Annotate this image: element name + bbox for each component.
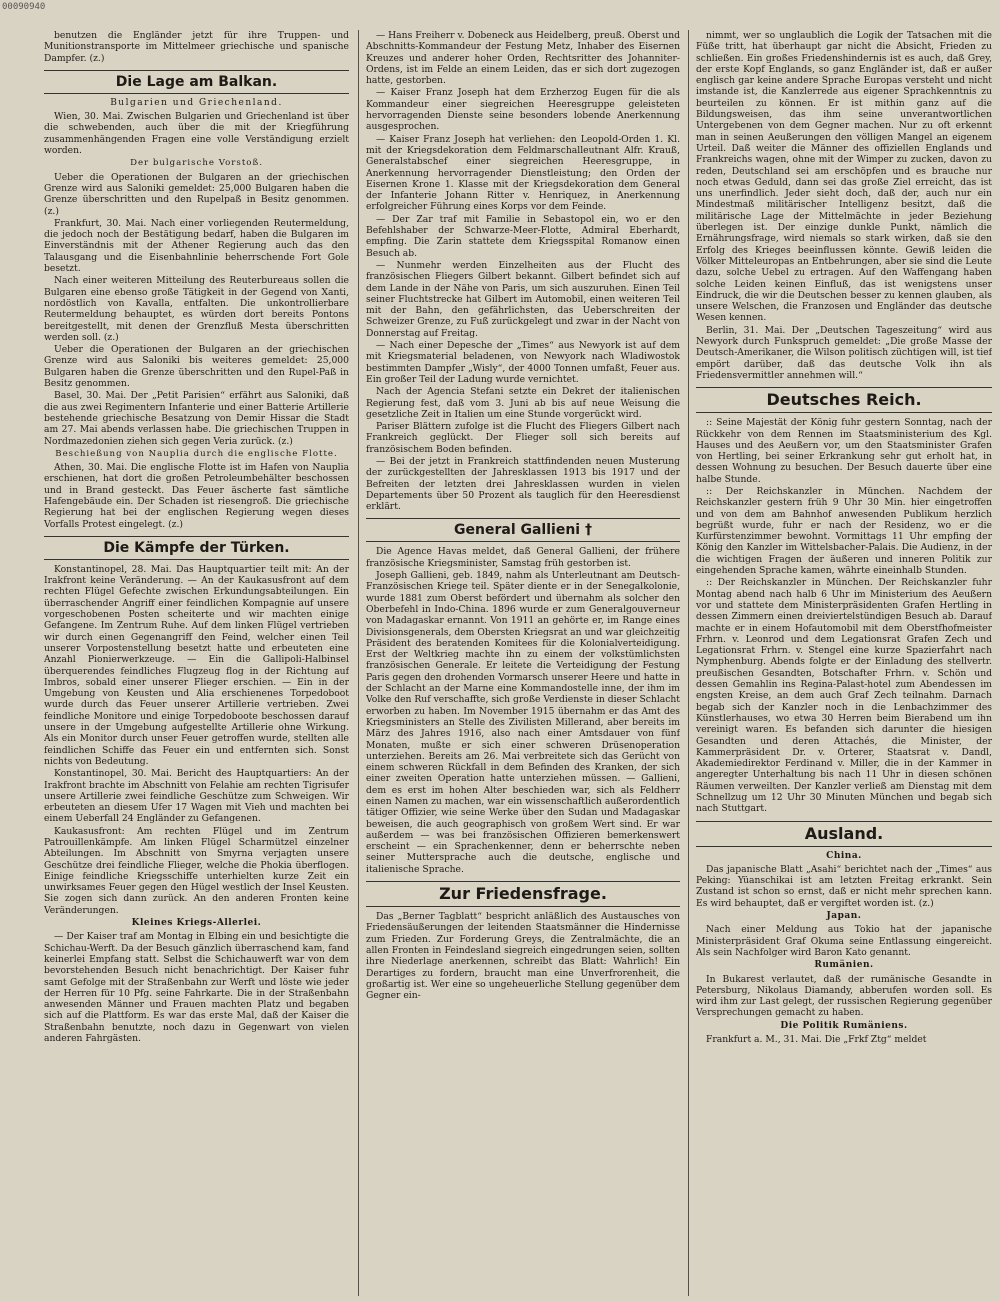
paragraph: Basel, 30. Mai. Der „Petit Parisien“ erfährt aus Saloniki, daß die aus zwei Regimentern Infanterie und einer Batterie Artillerie bestehende griechische Besatzung von Demir Hissar die Stadt am 27. Mai abends verlassen habe. Die griechischen Truppen in Nordmazedonien ziehen sich gegen Veria zurück. (z.)	[44, 390, 349, 447]
section-heading-tuerken: Die Kämpfe der Türken.	[44, 536, 349, 560]
paragraph: — Der Kaiser traf am Montag in Elbing ein und besichtigte die Schichau-Werft. Da der Besuch gänzlich überraschend kam, fand keinerlei Empfang statt. Selbst die Schichauwerft war von dem bevorstehenden Besuch nicht benachrichtigt. Der Kaiser fuhr samt Gefolge mit der Straßenbahn zur Werft und löste wie jeder der Herren für 10 Pfg. seine Fahrkarte. Die in der Straßenbahn anwesenden Männer und Frauen machten Platz und begaben sich auf die Plattform. Es war das erste Mal, daß der Kaiser die Straßenbahn benutzte, noch dazu in Gegenwart von vielen anderen Fahrgästen.	[44, 931, 349, 1045]
paragraph: Konstantinopel, 30. Mai. Bericht des Hauptquartiers: An der Irakfront brachte im Abschnitt von Felahie am rechten Tigrisufer unsere Artillerie zwei feindliche Geschütze zum Schweigen. Wir erbeuteten an diesem Ufer 17 Wagen mit Vieh und machten bei einem Ueberfall 24 Engländer zu Gefangenen.	[44, 768, 349, 825]
subheading: Bulgarien und Griechenland.	[110, 97, 283, 108]
subheading: Der bulgarische Vorstoß.	[130, 158, 263, 169]
page-identifier: 00090940	[2, 2, 46, 12]
paragraph: — Nunmehr werden Einzelheiten aus der Flucht des französischen Fliegers Gilbert bekannt. Gilbert befindet sich auf dem Lande in der Nähe von Paris, um sich auszuruhen. Einen Teil seiner Fluchtstrecke hat Gilbert im Automobil, einen weiteren Teil mit der Bahn, den gefährlichsten, das Ueberschreiten der Schweizer Grenze, zu Fuß zurückgelegt und zwar in der Nacht von Donnerstag auf Freitag.	[366, 259, 680, 339]
paragraph: Nach einer weiteren Mitteilung des Reuterbureaus sollen die Bulgaren eine ebenso große Tätigkeit in der Gegend von Xanti, nordöstlich von Kavalla, entfalten. Die unkontrollierbare Reutermeldung behauptet, es würden dort bereits Pontons bereitgestellt, mit denen der Grenzfluß Mesta überschritten werden soll. (z.)	[44, 275, 349, 343]
section-heading-balkan: Die Lage am Balkan.	[44, 70, 349, 94]
paragraph: Das „Berner Tagblatt“ bespricht anläßlich des Austausches von Friedensäußerungen der leitenden Staatsmänner die Hindernisse zum Frieden. Zur Forderung Greys, die Zentralmächte, die an allen Fronten in Feindesland siegreich eingedrungen seien, sollten ihre Niederlage anerkennen, schreibt das Blatt: Wahrlich! Ein Derartiges zu fordern, braucht man eine Unverfrorenheit, die großartig ist. Wer eine so ungeheuerliche Stellung gegenüber dem Gegner ein-	[366, 911, 680, 1002]
subheading: Japan.	[826, 911, 862, 922]
paragraph: :: Seine Majestät der König fuhr gestern Sonntag, nach der Rückkehr von dem Rennen im Staatsministerium des Kgl. Hauses und des Aeußern vor, um den Staatsminister Grafen von Hertling, bei seiner Erkrankung sehr gut erholt hat, in dessen Wohnung zu besuchen. Der Besuch dauerte über eine halbe Stunde.	[696, 417, 992, 485]
paragraph: Ueber die Operationen der Bulgaren an der griechischen Grenze wird aus Saloniki gemeldet: 25,000 Bulgaren haben die Grenze überschritten und den Rupelpaß in Besitz genommen. (z.)	[44, 171, 349, 217]
paragraph: Das japanische Blatt „Asahi“ berichtet nach der „Times“ aus Peking: Yüanschikai ist am letzten Freitag erkrankt. Sein Zustand ist schon so ernst, daß er nicht mehr sprechen kann. Es wird behauptet, daß er vergiftet worden ist. (z.)	[696, 863, 992, 909]
paragraph: Die Agence Havas meldet, daß General Gallieni, der frühere französische Kriegsminister, Samstag früh gestorben ist.	[366, 546, 680, 569]
section-heading-reich: Deutsches Reich.	[696, 387, 992, 413]
paragraph: In Bukarest verlautet, daß der rumänische Gesandte in Petersburg, Nikolaus Diamandy, abberufen worden soll. Es wird ihm zur Last gelegt, der russischen Regierung gegenüber Versprechungen gemacht zu haben.	[696, 973, 992, 1019]
subheading: Rumänien.	[814, 960, 874, 971]
paragraph: Kaukasusfront: Am rechten Flügel und im Zentrum Patrouillenkämpfe. Am linken Flügel Scharmützel einzelner Abteilungen. Im Abschnitt von Smyrna verjagten unsere Geschütze drei feindliche Flieger, welche die Phokia überflogen. Einige feindliche Kriegsschiffe unterhielten kurze Zeit ein unwirksames Feuer gegen den Hügel westlich der Insel Keusten. Sie zogen sich dann zurück. An den anderen Fronten keine Veränderungen.	[44, 825, 349, 916]
paragraph: Frankfurt a. M., 31. Mai. Die „Frkf Ztg“ meldet	[706, 1034, 927, 1046]
subheading: Kleines Kriegs-Allerlei.	[131, 918, 262, 929]
paragraph: Nach einer Meldung aus Tokio hat der japanische Ministerpräsident Graf Okuma seine Entlassung eingereicht. Als sein Nachfolger wird Baron Kato genannt.	[696, 924, 992, 958]
section-heading-friedensfrage: Zur Friedensfrage.	[366, 881, 680, 907]
paragraph: — Bei der jetzt in Frankreich stattfindenden neuen Musterung der zurückgestellten der Jahresklassen 1913 bis 1917 und der Befreiten der letzten drei Jahresklassen wurden in vielen Departements über 50 Prozent als tauglich für den Heeresdienst erklärt.	[366, 455, 680, 513]
paragraph: — Kaiser Franz Joseph hat verliehen: den Leopold-Orden 1. Kl. mit der Kriegsdekoration dem Feldmarschalleutnant Alfr. Krauß, Generalstabschef einer siegreichen Heeresgruppe, in Anerkennung hervorragender Dienstleistung; den Orden der Eisernen Krone 1. Klasse mit der Kriegsdekoration dem General der Infanterie Johann Ritter v. Henriquez, in Anerkennung erfolgreicher Führung eines Korps vor dem Feinde.	[366, 133, 680, 213]
paragraph: — Der Zar traf mit Familie in Sebastopol ein, wo er den Befehlshaber der Schwarze-Meer-Flotte, Admiral Eberhardt, empfing. Die Zarin stattete dem Kriegsspital Romanow einen Besuch ab.	[366, 213, 680, 259]
section-heading-gallieni: General Gallieni †	[366, 518, 680, 542]
paragraph: :: Der Reichskanzler in München. Nachdem der Reichskanzler gestern früh 9 Uhr 30 Min. hier eingetroffen und von dem am Bahnhof anwesenden Publikum herzlich begrüßt wurde, fuhr er nach der Residenz, wo er die Kurfürstenzimmer bewohnt. Vormittags 11 Uhr empfing der König den Kanzler im Wittelsbacher-Palais. Die Audienz, in der die wichtigen Fragen der äußeren und inneren Politik zur eingehenden Sprache kamen, währte eineinhalb Stunden.	[696, 485, 992, 577]
paragraph: — Nach einer Depesche der „Times“ aus Newyork ist auf dem mit Kriegsmaterial beladenen, von Newyork nach Wladiwostok bestimmten Dampfer „Wisly“, der 4000 Tonnen umfaßt, Feuer aus. Ein großer Teil der Ladung wurde vernichtet.	[366, 340, 680, 385]
paragraph: Ueber die Operationen der Bulgaren an der griechischen Grenze wird aus Saloniki bis weiteres gemeldet: 25,000 Bulgaren haben die Grenze überschritten und den Rupel-Paß in Besitz genommen.	[44, 344, 349, 390]
section-heading-ausland: Ausland.	[696, 821, 992, 847]
paragraph: Joseph Gallieni, geb. 1849, nahm als Unterleutnant am Deutsch-Französischen Kriege teil. Später diente er in der Senegalkolonie, wurde 1881 zum Oberst befördert und übernahm als solcher den Oberbefehl in Indo-China. 1896 wurde er zum Generalgouverneur von Madagaskar ernannt. Von 1911 an gehörte er, im Range eines Divisionsgenerals, dem Obersten Kriegsrat an und war gleichzeitig Präsident des beratenden Komitees für die Kolonialverteidigung. Erst der Weltkrieg machte ihn zu einem der volkstümlichsten französischen Generale. Er leitete die Verteidigung der Festung Paris gegen den drohenden Vormarsch unserer Heere und hatte in der Schlacht an der Marne eine Kommandostelle inne, der ihm im Volke den Ruf verschaffte, sich große Verdienste in dieser Schlacht erworben zu haben. Im November 1915 übernahm er das Amt des Kriegsministers an Stelle des Zivilisten Millerand, aber bereits im März des Jahres 1916, also nach einer Amtsdauer von fünf Monaten, mußte er sich einer schweren Drüsenoperation unterziehen. Bereits am 26. Mai verbreitete sich das Gerücht von einem schweren Rückfall in dem Befinden des Kranken, der sich einer zweiten Operation hatte unterziehen müssen. — Gallieni, dem es erst im hohen Alter beschieden war, sich als Feldherr einen Namen zu machen, war ein wissenschaftlich außerordentlich tätiger Offizier, wie seine Werke über den Sudan und Madagaskar beweisen, die auch geographisch von großem Wert sind. Er war außerdem — was bei französischen Offizieren bemerkenswert erscheint — ein Sprachenkenner, denn er beherrschte neben seiner Muttersprache auch die deutsche, englische und italienische Sprache.	[366, 570, 680, 875]
paragraph: Pariser Blättern zufolge ist die Flucht des Fliegers Gilbert nach Frankreich geglückt. Der Flieger soll sich bereits auf französischem Boden befinden.	[366, 421, 680, 455]
subheading: Beschießung von Nauplia durch die englische Flotte.	[55, 448, 338, 459]
subheading: China.	[826, 850, 862, 861]
paragraph: Wien, 30. Mai. Zwischen Bulgarien und Griechenland ist über die schwebenden, auch über die mit der Kriegführung zusammenhängenden Fragen eine volle Verständigung erzielt worden.	[44, 111, 349, 157]
paragraph: Konstantinopel, 28. Mai. Das Hauptquartier teilt mit: An der Irakfront keine Veränderung. — An der Kaukasusfront auf dem rechten Flügel Gefechte zwischen Erkundungsabteilungen. Ein überraschender Angriff einer feindlichen Kompagnie auf unsere vorgeschobenen Posten scheiterte und wir machten einige Gefangene. Im Zentrum Ruhe. Auf dem linken Flügel vertrieben wir durch einen Gegenangriff den Feind, welcher einen Teil unserer Vorpostenstellung besetzt hatte und erbeuteten eine Anzahl Pionierwerkzeuge. — Ein die Gallipoli-Halbinsel überquerendes feindliches Flugzeug flog in der Richtung auf Imbros, sobald einer unserer Flieger erschien. — Ein in der Umgebung von Keusten und Alia erschienenes Torpedoboot wurde durch das Feuer unserer Artillerie vertrieben. Zwei feindliche Monitore und einige Torpedoboote beschossen darauf unsere in der Umgebung aufgestellte Artillerie ohne Wirkung. Als ein Monitor durch unser Feuer getroffen wurde, stellten alle feindlichen Schiffe das Feuer ein und entfernten sich. Sonst nichts von Bedeutung.	[44, 563, 349, 767]
column-3	[696, 30, 992, 1296]
paragraph: nimmt, wer so unglaublich die Logik der Tatsachen mit die Füße tritt, hat überhaupt gar nicht die Absicht, Frieden zu schließen. Ein großes Friedenshindernis ist es auch, daß Grey, der erste Kopf Englands, so ganz Engländer ist, daß er außer englisch gar keine andere Sprache Europas versteht und nicht imstande ist, die Kanzlerrede aus eigener Sprachkenntnis zu beurteilen zu können. Er ist mithin ganz auf die Bildungsweisen, das ihm seine unverantwortlichen Untergebenen von dem Gegner machen. Nur zu oft erkennt man in seinen Aeußerungen den völligen Mangel an eigenem Urteil. Daß weiter die Männer des offiziellen Englands und Frankreichs wagen, ohne mit der Wimper zu zucken, davon zu reden, Deutschland sei am erschöpfen und es brauche nur noch etwas Geduld, dann sei das große Ziel erreicht, das ist uns unerfindlich. Jeder sieht doch, daß der, auch nur ein Mindestmaß militärischer Intelligenz besitzt, daß die militärische Lage der Mittelmächte in jeder Beziehung überlegen ist. Der einzige dunkle Punkt, nämlich die Ernährungsfrage, wird niemals so stark wirken, daß sie den Erfolg des Krieges beeinflussen könnte. Gewiß leiden die Völker Mitteleuropas an Entbehrungen, aber sie sind die Leute dazu, solche Uebel zu ertragen. Auf den Waffengang haben solche Leiden keinen Einfluß, das ist wenigstens unser Eindruck, die wir die Deutschen besser zu kennen glauben, als unsere Welschen, die Franzosen und Engländer das deutsche Wesen kennen.	[696, 30, 992, 324]
paragraph: Nach der Agencia Stefani setzte ein Dekret der italienischen Regierung fest, daß vom 3. Juni ab bis auf neue Weisung die gesetzliche Zeit in Italien um eine Stunde vorgerückt wird.	[366, 386, 680, 420]
column-1	[44, 30, 349, 1296]
paragraph: — Kaiser Franz Joseph hat dem Erzherzog Eugen für die als Kommandeur einer siegreichen Heeresgruppe geleisteten hervorragenden Dienste seine besonders lobende Anerkennung ausgesprochen.	[366, 87, 680, 133]
paragraph: :: Der Reichskanzler in München. Der Reichskanzler fuhr Montag abend nach halb 6 Uhr im Ministerium des Aeußern vor und stattete dem Ministerpräsidenten Grafen Hertling in dessen Zimmern einen dreiviertelstündigen Besuch ab. Darauf machte er in einem Hofautomobil mit dem Oberstfhofmeister Frhrn. v. Leonrod und dem Legationsrat Grafen Zech und Legationsrat Frhrn. v. Stengel eine kurze Spazierfahrt nach Nymphenburg. Abends folgte er der Einladung des stellvertr. preußischen Gesandten, Botschafter Frhrn. v. Schön und dessen Gemahlin ins Regina-Palast-hotel zum Abendessen im engsten Kreise, an dem auch Graf Zech teilnahm. Darnach begab sich der Kanzler noch in die Lenbachzimmer des Künstlerhauses, wo etwa 30 Herren beim Bierabend um ihn vereinigt waren. Es befanden sich darunter die hiesigen Gesandten und deren Attachés, die Minister, der Kammerpräsident Dr. v. Orterer, Staatsrat v. Dandl, Akademiedirektor Ferdinand v. Miller, die in der Kammer in angeregter Unterhaltung bis nach 11 Uhr in diesen schönen Räumen verweilten. Der Kanzler verließ am Dienstag mit dem Schnellzug um 12 Uhr 30 Minuten München und begab sich nach Stuttgart.	[696, 577, 992, 815]
paragraph: benutzen die Engländer jetzt für ihre Truppen- und Munitionstransporte im Mittelmeer griechische und spanische Dampfer. (z.)	[44, 30, 349, 64]
paragraph: Berlin, 31. Mai. Der „Deutschen Tageszeitung“ wird aus Newyork durch Funkspruch gemeldet: „Die große Masse der Deutsch-Amerikaner, die Wilson politisch züchtigen will, ist tief empört darüber, daß das deutsche Volk ihn als Friedensvermittler annehmen will.“	[696, 324, 992, 381]
column-2	[366, 30, 680, 1296]
paragraph: Frankfurt, 30. Mai. Nach einer vorliegenden Reutermeldung, die jedoch noch der Bestätigung bedarf, haben die Bulgaren im Einverständnis mit der Athener Regierung auch das den Talausgang und die Eisenbahnlinie beherrschende Fort Gole besetzt.	[44, 217, 349, 275]
subheading: Die Politik Rumäniens.	[780, 1020, 908, 1031]
column-rule	[688, 30, 689, 1296]
paragraph: — Hans Freiherr v. Dobeneck aus Heidelberg, preuß. Oberst und Abschnitts-Kommandeur der Festung Metz, Inhaber des Eisernen Kreuzes und anderer hoher Orden, Rechtsritter des Johanniter-Ordens, ist im Felde an einem Leiden, das er sich dort zugezogen hatte, gestorben.	[366, 30, 680, 87]
column-rule	[358, 30, 359, 1296]
paragraph: Athen, 30. Mai. Die englische Flotte ist im Hafen von Nauplia erschienen, hat dort die großen Petroleumbehälter beschossen und in Brand gesteckt. Das Feuer äscherte fast sämtliche Hafengebäude ein. Der Schaden ist riesengroß. Die griechische Regierung hat bei der englischen Regierung wegen dieses Vorfalls Protest eingelegt. (z.)	[44, 462, 349, 530]
